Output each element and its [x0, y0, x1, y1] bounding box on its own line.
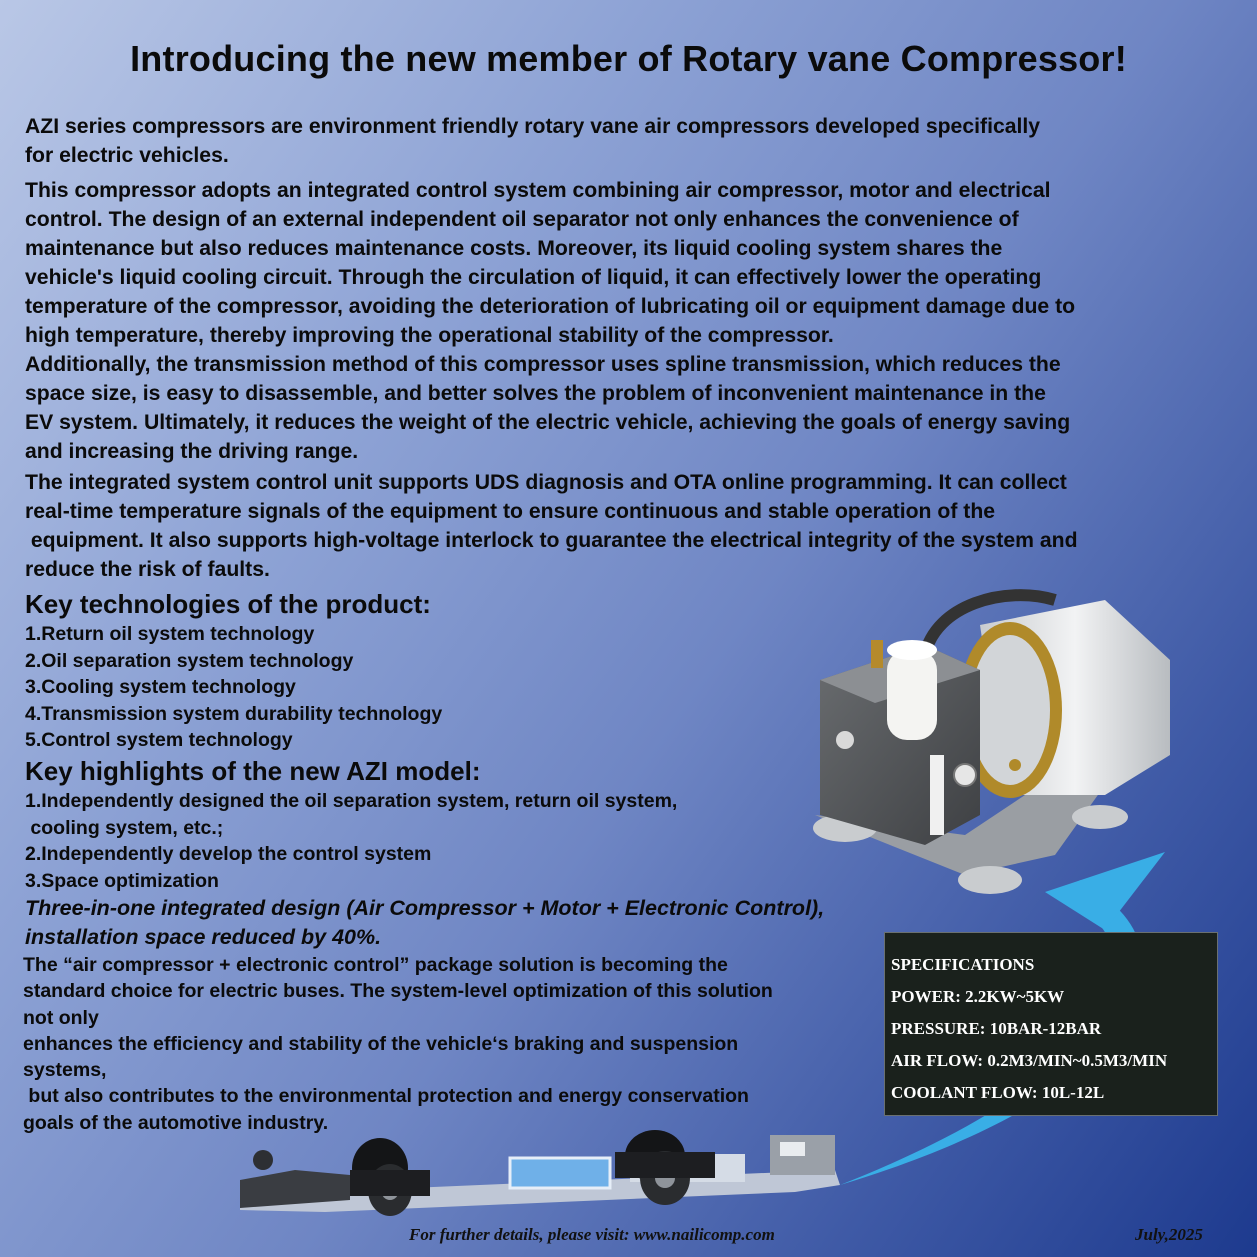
- package-paragraph: [23, 952, 773, 1136]
- technologies-heading: Key technologies of the product:: [25, 589, 431, 619]
- intro-paragraph: [25, 112, 1225, 170]
- list-item: 4.Transmission system durability technology: [25, 702, 443, 725]
- body-line: This compressor adopts an integrated control system combining air compressor, motor and electrical: [25, 179, 1051, 202]
- body-line: temperature of the compressor, avoiding the deterioration of lubricating oil or equipment damage due to: [25, 295, 1076, 318]
- control-line: reduce the risk of faults.: [25, 558, 270, 581]
- package-line: enhances the efficiency and stability of the vehicle‘s braking and suspension: [23, 1032, 739, 1055]
- spec-coolant-flow: COOLANT FLOW: 10L-12L: [891, 1083, 1105, 1102]
- bus-chassis-image: [235, 1130, 845, 1220]
- control-line: equipment. It also supports high-voltage interlock to guarantee the electrical integrity of the system and: [25, 529, 1078, 552]
- footer-date: July,2025: [1135, 1225, 1203, 1244]
- specs-header: SPECIFICATIONS: [891, 955, 1035, 974]
- highlights-heading: Key highlights of the new AZI model:: [25, 756, 481, 786]
- list-item: 3.Cooling system technology: [25, 676, 296, 698]
- specifications-panel: [884, 932, 1218, 1116]
- list-item: 1.Independently designed the oil separation system, return oil system,: [25, 790, 678, 812]
- technologies-list: [25, 621, 442, 754]
- highlights-list: [25, 788, 677, 894]
- compressor-image: [805, 585, 1185, 900]
- page-title: Introducing the new member of Rotary vane Compressor!: [130, 38, 1127, 79]
- body-line: maintenance but also reduces maintenance costs. Moreover, its liquid cooling system shares the: [25, 237, 1003, 260]
- package-line: not only: [23, 1006, 99, 1029]
- list-item: 2.Independently develop the control system: [25, 843, 432, 865]
- intro-line: for electric vehicles.: [25, 144, 229, 167]
- footer-website: For further details, please visit: www.nailicomp.com: [409, 1225, 775, 1244]
- package-line: The “air compressor + electronic control” package solution is becoming the: [23, 954, 728, 976]
- integrated-line: installation space reduced by 40%.: [25, 925, 382, 949]
- spec-pressure: PRESSURE: 10BAR-12BAR: [891, 1019, 1102, 1038]
- list-item: 5.Control system technology: [25, 729, 293, 751]
- body-line: space size, is easy to disassemble, and better solves the problem of inconvenient maintenance in the: [25, 382, 1046, 405]
- control-line: The integrated system control unit supports UDS diagnosis and OTA online programming. It can collect: [25, 471, 1067, 494]
- integrated-design-note: [25, 894, 824, 952]
- control-line: real-time temperature signals of the equipment to ensure continuous and stable operation of the: [25, 500, 996, 523]
- package-line: standard choice for electric buses. The system-level optimization of this solution: [23, 980, 773, 1003]
- body-line: high temperature, thereby improving the operational stability of the compressor.: [25, 324, 834, 347]
- list-item: 1.Return oil system technology: [25, 623, 315, 645]
- description-paragraph: [25, 176, 1225, 466]
- control-paragraph: [25, 468, 1225, 584]
- body-line: and increasing the driving range.: [25, 440, 359, 463]
- integrated-line: Three-in-one integrated design (Air Compressor + Motor + Electronic Control),: [25, 896, 825, 920]
- list-item: 3.Space optimization: [25, 869, 219, 892]
- spec-power: POWER: 2.2KW~5KW: [891, 987, 1065, 1006]
- package-line: but also contributes to the environmental protection and energy conservation: [23, 1085, 749, 1108]
- body-line: vehicle's liquid cooling circuit. Through the circulation of liquid, it can effectively lower the operating: [25, 266, 1042, 289]
- body-line: EV system. Ultimately, it reduces the weight of the electric vehicle, achieving the goals of energy saving: [25, 411, 1071, 434]
- body-line: control. The design of an external independent oil separator not only enhances the convenience of: [25, 208, 1019, 231]
- list-item: 2.Oil separation system technology: [25, 649, 354, 672]
- package-line: systems,: [23, 1059, 107, 1082]
- list-item: cooling system, etc.;: [25, 816, 224, 839]
- spec-air-flow: AIR FLOW: 0.2M3/MIN~0.5M3/MIN: [891, 1051, 1168, 1070]
- intro-line: AZI series compressors are environment friendly rotary vane air compressors developed specifically: [25, 115, 1041, 138]
- body-line: Additionally, the transmission method of this compressor uses spline transmission, which reduces the: [25, 353, 1061, 376]
- package-line: goals of the automotive industry.: [23, 1111, 329, 1134]
